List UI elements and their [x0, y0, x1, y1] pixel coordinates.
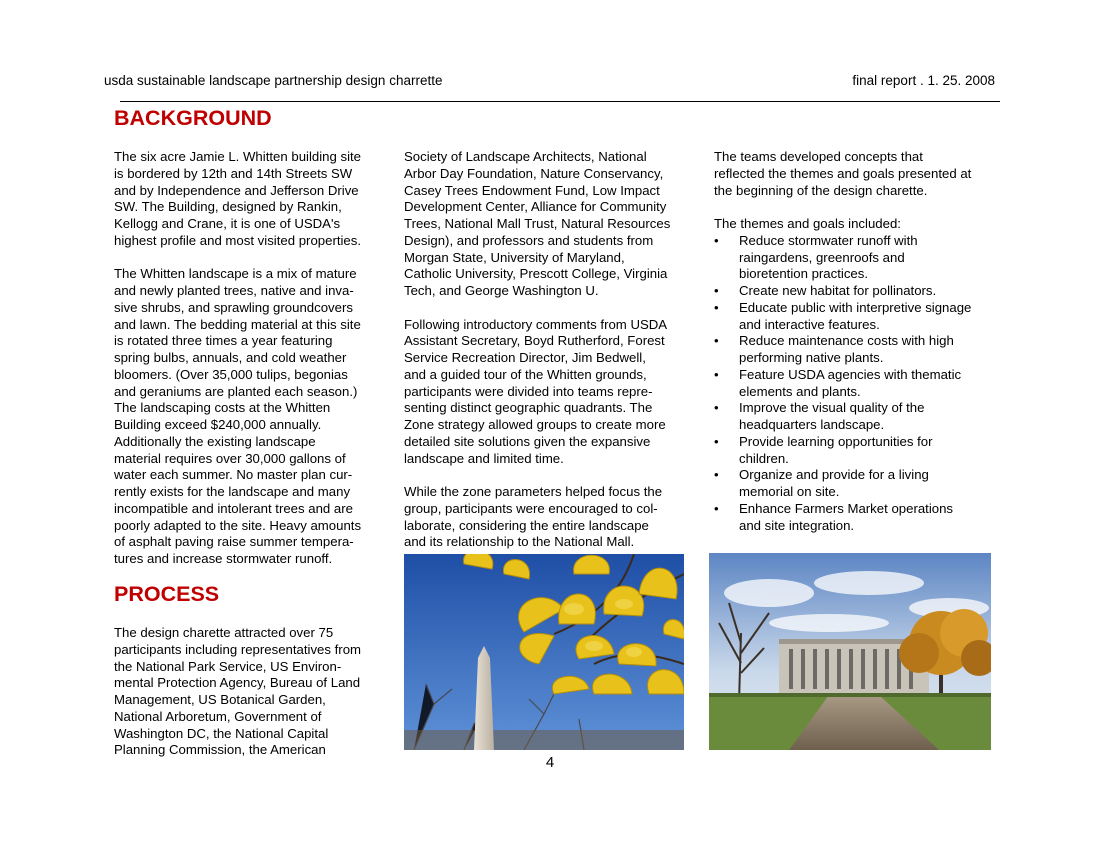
text-line: Arbor Day Foundation, Nature Conservancy,: [404, 165, 664, 181]
text-line: The landscaping costs at the Whitten: [114, 400, 331, 416]
text-line: Tech, and George Washington U.: [404, 283, 599, 298]
text-line: Educate public with interpretive signage: [739, 299, 972, 315]
text-line: Society of Landscape Architects, National: [404, 149, 647, 164]
text-line: tures and increase stormwater runoff.: [114, 551, 333, 566]
bullet-icon: •: [714, 500, 719, 516]
background-paragraph-2: [114, 266, 389, 568]
process-heading: PROCESS: [114, 582, 220, 606]
text-line: Washington DC, the National Capital: [114, 725, 329, 741]
text-line: spring bulbs, annuals, and cold weather: [114, 350, 347, 365]
page-number: 4: [545, 754, 555, 771]
text-line: Assistant Secretary, Boyd Rutherford, Forest: [404, 333, 665, 349]
concepts-paragraph: [714, 149, 999, 199]
text-line: the beginning of the design charette.: [714, 182, 928, 198]
text-line: rently exists for the landscape and many: [114, 484, 351, 499]
process-paragraph-1: [114, 625, 389, 759]
introductory-paragraph: [404, 317, 694, 468]
text-line: and geraniums are planted each season.): [114, 383, 358, 399]
text-line: and its relationship to the National Mall.: [404, 534, 635, 550]
bullet-icon: •: [714, 467, 719, 483]
process-text: [114, 625, 389, 759]
text-line: bloomers. (Over 35,000 tulips, begonias: [114, 366, 348, 382]
ginkgo-monument-illustration: [404, 554, 684, 750]
text-line: Following introductory comments from USDA: [404, 316, 668, 332]
text-line: detailed site solutions given the expansive: [404, 433, 651, 449]
text-line: headquarters landscape.: [739, 417, 885, 432]
text-line: elements and plants.: [739, 383, 861, 399]
text-line: Feature USDA agencies with thematic: [739, 366, 962, 382]
text-line: Development Center, Alliance for Community: [404, 199, 667, 215]
bullet-icon: •: [714, 400, 719, 416]
text-line: Reduce stormwater runoff with: [739, 232, 918, 248]
text-line: SW. The Building, designed by Rankin,: [114, 199, 342, 215]
text-line: sive shrubs, and sprawling groundcovers: [114, 299, 353, 315]
text-line: Service Recreation Director, Jim Bedwell,: [404, 350, 646, 365]
themes-intro: The themes and goals included:: [714, 216, 901, 231]
text-line: Additionally the existing landscape: [114, 433, 316, 449]
text-line: participants were divided into teams repre-: [404, 383, 653, 399]
text-line: Provide learning opportunities for: [739, 433, 933, 449]
text-line: the National Park Service, US Environ-: [114, 658, 342, 674]
text-line: water each summer. No master plan cur-: [114, 467, 353, 483]
text-line: Catholic University, Prescott College, Virginia: [404, 266, 668, 282]
text-line: participants including representatives from: [114, 641, 362, 657]
text-line: children.: [739, 450, 789, 466]
participants-paragraph: [404, 149, 694, 300]
text-line: reflected the themes and goals presented at: [714, 165, 972, 181]
list-item: [714, 400, 999, 434]
text-line: Building exceed $240,000 annually.: [114, 417, 322, 432]
text-line: of asphalt paving raise summer tempera-: [114, 534, 354, 550]
whitten-building-illustration: [709, 553, 991, 750]
themes-list: [714, 233, 999, 535]
text-line: National Arboretum, Government of: [114, 708, 322, 724]
background-paragraph-1: [114, 149, 389, 250]
bullet-icon: •: [714, 232, 719, 248]
list-item: [714, 467, 999, 501]
bullet-icon: •: [714, 299, 719, 315]
text-line: and lawn. The bedding material at this site: [114, 316, 361, 332]
list-item: [714, 233, 999, 283]
bullet-icon: •: [714, 333, 719, 349]
text-line: Planning Commission, the American: [114, 742, 326, 758]
text-line: Organize and provide for a living: [739, 467, 929, 483]
text-line: Enhance Farmers Market operations: [739, 500, 954, 516]
text-line: laborate, considering the entire landscape: [404, 517, 649, 533]
header-title: usda sustainable landscape partnership design charrette: [104, 73, 443, 88]
bullet-icon: •: [714, 366, 719, 382]
background-heading: BACKGROUND: [114, 106, 272, 130]
column-2-text: [404, 149, 694, 551]
text-line: The teams developed concepts that: [714, 149, 923, 164]
text-line: Create new habitat for pollinators.: [739, 283, 937, 298]
text-line: mental Protection Agency, Bureau of Land: [114, 675, 361, 691]
list-item: [714, 434, 999, 468]
text-line: bioretention practices.: [739, 266, 869, 282]
zone-paragraph: [404, 484, 694, 551]
text-line: group, participants were encouraged to col-: [404, 500, 658, 516]
bullet-icon: •: [714, 283, 719, 298]
text-line: incompatible and intolerant trees and are: [114, 500, 353, 516]
text-line: The Whitten landscape is a mix of mature: [114, 266, 357, 282]
text-line: is bordered by 12th and 14th Streets SW: [114, 165, 353, 181]
text-line: and site integration.: [739, 517, 855, 533]
text-line: senting distinct geographic quadrants. The: [404, 400, 653, 416]
text-line: raingardens, greenroofs and: [739, 249, 905, 265]
text-line: poorly adapted to the site. Heavy amounts: [114, 517, 362, 533]
text-line: highest profile and most visited properties.: [114, 232, 362, 248]
text-line: memorial on site.: [739, 484, 840, 499]
text-line: material requires over 30,000 gallons of: [114, 450, 346, 466]
text-line: Trees, National Mall Trust, Natural Resources: [404, 216, 671, 231]
text-line: The design charette attracted over 75: [114, 625, 334, 640]
list-item: [714, 300, 999, 334]
text-line: Morgan State, University of Maryland,: [404, 249, 625, 265]
header-divider: [120, 101, 1000, 102]
list-item: [714, 367, 999, 401]
text-line: and newly planted trees, native and inva-: [114, 283, 354, 298]
text-line: Reduce maintenance costs with high: [739, 333, 954, 349]
column-3-text: [714, 149, 999, 534]
text-line: landscape and limited time.: [404, 450, 564, 466]
list-item: [714, 333, 999, 367]
text-line: performing native plants.: [739, 350, 884, 365]
text-line: and by Independence and Jefferson Drive: [114, 182, 359, 198]
text-line: and interactive features.: [739, 316, 880, 332]
background-text: [114, 149, 389, 568]
bullet-icon: •: [714, 433, 719, 449]
text-line: Kellogg and Crane, it is one of USDA's: [114, 216, 341, 231]
header-report-date: final report . 1. 25. 2008: [852, 73, 995, 88]
list-item: [714, 283, 999, 300]
text-line: Zone strategy allowed groups to create more: [404, 417, 666, 432]
text-line: The six acre Jamie L. Whitten building site: [114, 149, 362, 164]
whitten-building-photo: [709, 553, 991, 750]
ginkgo-monument-photo: [404, 554, 684, 750]
text-line: Design), and professors and students from: [404, 232, 654, 248]
text-line: and a guided tour of the Whitten grounds,: [404, 366, 647, 382]
text-line: is rotated three times a year featuring: [114, 333, 333, 349]
list-item: [714, 501, 999, 535]
text-line: While the zone parameters helped focus the: [404, 484, 663, 499]
text-line: Management, US Botanical Garden,: [114, 692, 326, 707]
text-line: Improve the visual quality of the: [739, 400, 925, 416]
text-line: Casey Trees Endowment Fund, Low Impact: [404, 182, 660, 198]
